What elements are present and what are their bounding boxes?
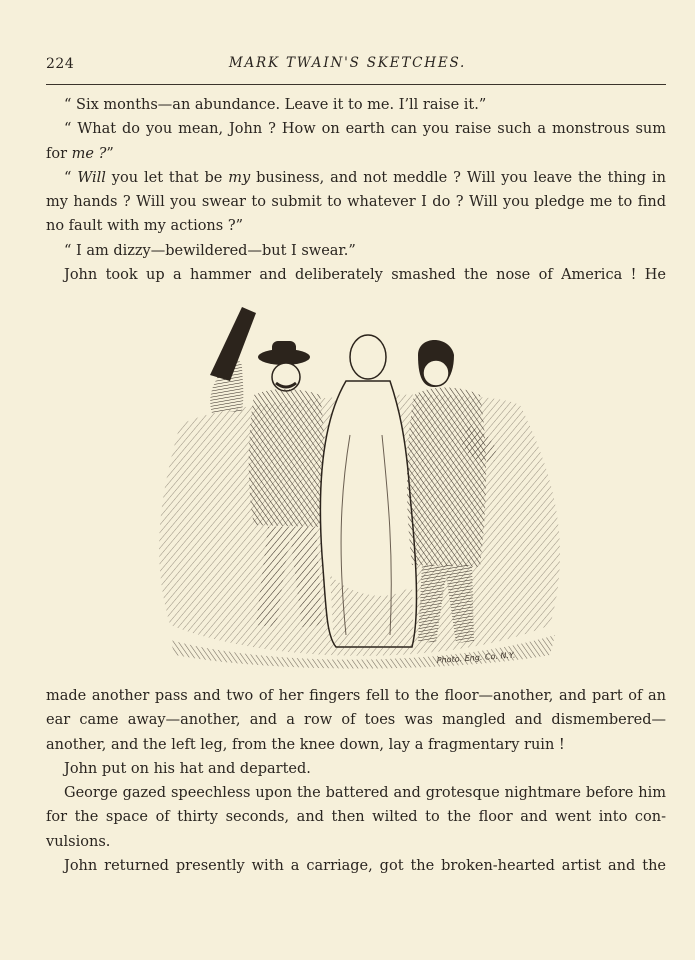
paragraph: John took up a hammer and deliberately smashed the nose of America ! He bbox=[64, 267, 666, 284]
text-run: “ What do you mean, John ? How on earth can you raise such a monstrous sum for bbox=[46, 121, 666, 162]
paragraph: “ I am dizzy—bewildered—but I swear.” bbox=[64, 242, 356, 259]
page-number: 224 bbox=[46, 56, 75, 72]
paragraph: made another pass and two of her fingers fell to the floor—another, and part of an ear came away—another, and a row of toes was mangled and dismembered—another, and the left leg, from the knee down, lay a fragmentary ruin ! bbox=[46, 688, 666, 753]
paragraph bbox=[46, 166, 666, 239]
engraver-credit: Photo. Eng. Co. N.Y. bbox=[436, 650, 516, 665]
paragraph bbox=[46, 117, 666, 166]
emphasis: me ? bbox=[71, 145, 107, 162]
text-run: ” bbox=[106, 145, 114, 162]
paragraph: George gazed speechless upon the battered and grotesque nightmare before him for the space of thirty seconds, and then wilted to the floor and went into con- vulsions. bbox=[46, 785, 666, 850]
text-block-top bbox=[46, 93, 666, 287]
text-run: “ bbox=[64, 169, 78, 186]
paragraph: John put on his hat and departed. bbox=[64, 760, 311, 777]
text-block-bottom bbox=[46, 684, 666, 878]
running-head: MARK TWAIN'S SKETCHES. bbox=[228, 55, 467, 71]
text-run: business, and not meddle ? Will you leave the thing in my hands ? Will you swear to submit to whatever I do ? Will you pledge me to find no fault with my actions ?” bbox=[46, 169, 666, 235]
emphasis: Will bbox=[77, 169, 106, 186]
figure-statue bbox=[320, 335, 416, 647]
header-rule bbox=[46, 84, 666, 85]
text-run: you let that be bbox=[105, 169, 229, 186]
illustration bbox=[150, 295, 570, 675]
paragraph: “ Six months—an abundance. Leave it to me. I’ll raise it.” bbox=[64, 97, 487, 113]
emphasis: my bbox=[228, 169, 251, 186]
paragraph: John returned presently with a carriage, got the broken-hearted artist and the bbox=[64, 858, 666, 875]
engraving bbox=[150, 295, 570, 675]
